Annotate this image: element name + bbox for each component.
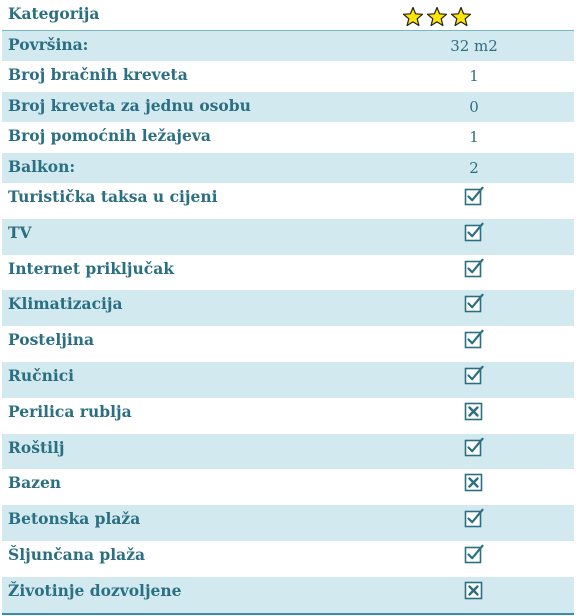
amenity-label: Životinje dozvoljene [8,580,182,600]
info-label: Broj bračnih kreveta [8,65,188,84]
info-row [2,92,574,123]
info-label: Površina: [8,34,89,54]
info-value: 0 [469,97,479,116]
info-label: Broj kreveta za jednu osobu [8,95,251,115]
amenity-label: Roštilj [8,437,65,457]
checkbox-checked-icon [464,258,484,278]
amenity-label: Internet priključak [8,258,175,278]
checkbox-checked-icon [464,293,484,313]
amenity-checkbox [402,219,546,242]
category-row [2,0,574,31]
amenity-row [2,398,574,434]
amenity-row [2,183,574,219]
amenity-row [2,219,574,255]
star-icon [426,6,448,28]
amenity-row [2,326,574,362]
amenity-row [2,505,574,541]
amenity-checkbox [402,362,546,385]
checkbox-checked-icon [464,365,484,385]
checkbox-checked-icon [464,329,484,349]
amenity-label: Šljunčana plaža [8,544,146,564]
checkbox-checked-icon [464,186,484,206]
checkbox-crossed-icon [464,401,484,421]
amenity-checkbox [402,469,546,492]
info-label: Balkon: [8,156,76,176]
amenity-label: Klimatizacija [8,294,123,314]
info-value: 2 [469,158,479,177]
info-row [2,122,574,153]
amenity-row [2,577,574,613]
checkbox-checked-icon [464,437,484,457]
checkbox-checked-icon [464,508,484,528]
checkbox-crossed-icon [464,580,484,600]
accommodation-details-table [2,0,574,615]
amenity-label: TV [8,222,32,242]
info-row [2,153,574,184]
amenity-label: Betonska plaža [8,509,141,529]
amenity-label: Bazen [8,473,62,493]
amenity-checkbox [402,577,546,600]
amenity-label: Ručnici [8,365,75,385]
info-label: Broj pomoćnih ležajeva [8,126,211,145]
amenity-checkbox [402,183,546,206]
amenity-row [2,290,574,326]
checkbox-checked-icon [464,222,484,242]
info-row [2,31,574,62]
checkbox-checked-icon [464,544,484,564]
star-icon [450,6,472,28]
amenity-row [2,362,574,398]
category-label: Kategorija [8,4,100,23]
info-row [2,61,574,92]
amenity-row [2,469,574,505]
amenity-checkbox [402,398,546,421]
info-value: 1 [469,67,479,85]
info-value: 1 [469,128,479,146]
checkbox-crossed-icon [464,472,484,492]
amenity-label: Posteljina [8,330,95,350]
amenity-checkbox [402,434,546,457]
amenity-checkbox [402,255,546,278]
amenity-row [2,255,574,291]
amenity-checkbox [402,505,546,528]
amenity-label: Perilica rublja [8,401,132,421]
star-icon [402,6,424,28]
info-value: 32 m2 [450,36,498,55]
amenity-row [2,434,574,470]
amenity-checkbox [402,326,546,349]
amenity-checkbox [402,290,546,313]
amenity-checkbox [402,541,546,564]
category-stars [402,0,472,28]
amenity-row [2,541,574,577]
amenity-label: Turistička taksa u cijeni [8,187,218,206]
